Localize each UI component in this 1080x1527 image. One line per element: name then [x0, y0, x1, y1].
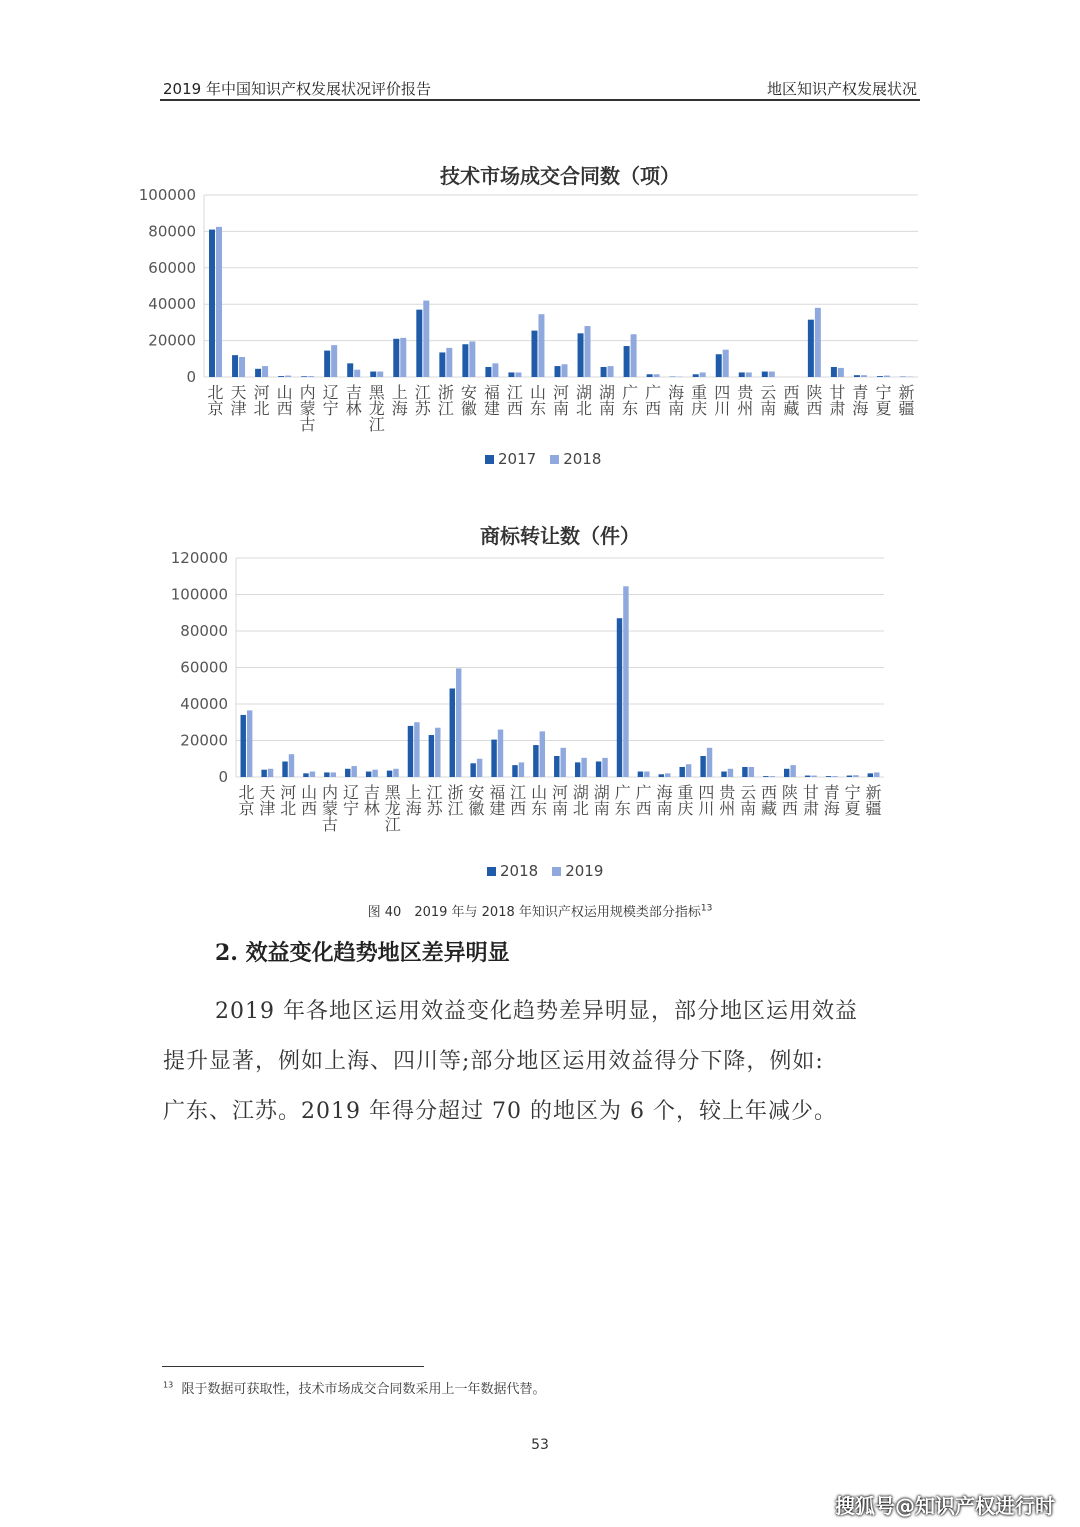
bar-2019-河南 — [561, 748, 566, 777]
x-tick-label: 建 — [489, 799, 506, 818]
x-tick-label: 上 — [405, 783, 422, 802]
x-tick-label: 北 — [238, 783, 255, 802]
bar-2019-上海 — [414, 722, 419, 777]
bar-2018-陕西 — [784, 769, 789, 777]
bar-2018-福建 — [492, 363, 498, 377]
bar-2017-湖南 — [601, 367, 607, 377]
bar-2018-宁夏 — [884, 376, 890, 377]
bar-2018-云南 — [769, 372, 775, 377]
bar-2019-四川 — [707, 748, 712, 777]
x-tick-label: 北 — [253, 399, 270, 418]
x-tick-label: 江 — [506, 383, 523, 402]
x-tick-label: 海 — [852, 399, 869, 418]
x-tick-label: 吉 — [345, 383, 362, 402]
legend-swatch — [485, 455, 494, 464]
x-tick-label: 州 — [737, 399, 754, 418]
bar-2018-宁夏 — [847, 776, 852, 777]
bar-2019-江苏 — [435, 728, 440, 777]
x-tick-label: 海 — [405, 799, 422, 818]
legend-swatch — [487, 867, 496, 876]
x-tick-label: 北 — [280, 799, 297, 818]
x-tick-label: 川 — [698, 799, 715, 818]
y-tick-label: 100000 — [138, 186, 196, 204]
bar-2019-广西 — [644, 772, 649, 777]
x-tick-label: 福 — [489, 783, 506, 802]
bar-2018-浙江 — [446, 348, 452, 377]
bar-2019-贵州 — [728, 769, 733, 777]
x-tick-label: 东 — [529, 399, 546, 418]
bar-2019-甘肃 — [811, 776, 816, 777]
x-tick-label: 林 — [345, 399, 362, 418]
bar-2018-山西 — [285, 376, 291, 377]
bar-2017-宁夏 — [877, 376, 883, 377]
bar-2018-天津 — [261, 770, 266, 777]
x-tick-label: 安 — [468, 783, 485, 802]
x-tick-label: 江 — [368, 415, 385, 434]
legend-label: 2018 — [563, 450, 602, 468]
chart1-legend-item-2018 — [550, 450, 601, 468]
bar-2018-湖北 — [575, 762, 580, 777]
bar-2018-广西 — [654, 374, 660, 377]
x-tick-label: 庆 — [691, 399, 708, 418]
x-tick-label: 京 — [238, 799, 255, 818]
bar-2017-河南 — [555, 366, 561, 377]
bar-2018-黑龙江 — [387, 771, 392, 777]
bar-2018-江苏 — [429, 735, 434, 777]
header-rule — [160, 99, 920, 101]
bar-2018-陕西 — [815, 308, 821, 377]
x-tick-label: 山 — [301, 783, 318, 802]
bar-2017-上海 — [393, 339, 399, 377]
bar-2019-湖北 — [581, 758, 586, 777]
figure-caption — [200, 901, 880, 920]
bar-2018-重庆 — [700, 372, 706, 377]
bar-2017-安徽 — [462, 344, 468, 377]
bar-2018-上海 — [400, 338, 406, 377]
chart2-legend — [487, 862, 603, 880]
x-tick-label: 津 — [230, 399, 247, 418]
bar-2019-浙江 — [456, 668, 461, 777]
x-tick-label: 天 — [259, 783, 276, 802]
bar-2019-重庆 — [686, 764, 691, 777]
x-tick-label: 安 — [460, 383, 477, 402]
bar-2019-北京 — [247, 710, 252, 777]
x-tick-label: 西 — [510, 799, 527, 818]
x-tick-label: 南 — [551, 799, 569, 818]
x-tick-label: 新 — [865, 783, 882, 802]
x-tick-label: 内 — [299, 383, 316, 402]
legend-swatch — [552, 867, 561, 876]
x-tick-label: 云 — [760, 383, 777, 402]
bar-2018-黑龙江 — [377, 372, 383, 377]
x-tick-label: 河 — [253, 383, 270, 402]
x-tick-label: 龙 — [368, 399, 385, 418]
x-tick-label: 庆 — [677, 799, 694, 818]
x-tick-label: 西 — [276, 399, 293, 418]
bar-2019-黑龙江 — [393, 769, 398, 777]
bar-2019-内蒙古 — [331, 772, 336, 777]
x-tick-label: 东 — [614, 799, 631, 818]
y-tick-label: 80000 — [148, 222, 196, 241]
legend-swatch — [550, 455, 559, 464]
bar-2018-河南 — [554, 756, 559, 777]
bar-2017-天津 — [232, 355, 238, 377]
x-tick-label: 河 — [551, 783, 569, 802]
x-tick-label: 辽 — [322, 383, 339, 402]
bar-2019-宁夏 — [853, 775, 858, 777]
footnote — [163, 1378, 545, 1397]
footnote-rule — [162, 1366, 424, 1367]
section-heading: 2. 效益变化趋势地区差异明显 — [215, 940, 510, 966]
bar-2018-天津 — [239, 357, 245, 377]
x-tick-label: 海 — [391, 399, 408, 418]
x-tick-label: 西 — [635, 799, 652, 818]
figure-caption-text: 图 40 2019 年与 2018 年知识产权运用规模类部分指标 — [367, 905, 701, 920]
bar-2018-广东 — [631, 334, 637, 377]
paragraph-line: 2019 年各地区运用效益变化趋势差异明显，部分地区运用效益 — [215, 999, 858, 1024]
x-tick-label: 四 — [714, 383, 731, 402]
bar-2018-吉林 — [366, 772, 371, 777]
page-number: 53 — [531, 1437, 549, 1453]
bar-2018-湖南 — [608, 366, 614, 377]
bar-2018-上海 — [408, 726, 413, 777]
bar-2018-云南 — [742, 767, 747, 777]
bar-2017-四川 — [716, 354, 722, 377]
bar-2017-浙江 — [439, 352, 445, 377]
bar-2017-陕西 — [808, 320, 814, 377]
x-tick-label: 黑 — [384, 783, 401, 802]
chart1-legend — [485, 450, 601, 468]
x-tick-label: 林 — [363, 799, 380, 818]
x-tick-label: 藏 — [761, 799, 778, 818]
bar-2018-贵州 — [721, 772, 726, 777]
x-tick-label: 上 — [391, 383, 408, 402]
x-tick-label: 陕 — [781, 783, 798, 802]
x-tick-label: 南 — [593, 799, 610, 818]
x-tick-label: 贵 — [737, 383, 754, 402]
bar-2017-甘肃 — [831, 367, 837, 377]
x-tick-label: 重 — [677, 783, 694, 802]
x-tick-label: 南 — [552, 399, 570, 418]
x-tick-label: 京 — [207, 399, 224, 418]
bar-2018-安徽 — [469, 342, 475, 377]
chart2-legend-item-2018 — [487, 862, 538, 880]
bar-2018-江西 — [512, 765, 517, 777]
x-tick-label: 肃 — [802, 799, 819, 818]
paragraph-line: 提升显著，例如上海、四川等;部分地区运用效益得分下降，例如: — [163, 1049, 824, 1074]
x-tick-label: 浙 — [437, 383, 454, 402]
bar-2017-青海 — [854, 375, 860, 377]
bar-2018-西藏 — [763, 776, 768, 777]
x-tick-label: 北 — [576, 399, 593, 418]
header-section-title: 地区知识产权发展状况 — [766, 80, 917, 98]
x-tick-label: 山 — [276, 383, 293, 402]
bar-2017-黑龙江 — [370, 372, 376, 377]
bar-2018-甘肃 — [838, 368, 844, 377]
bar-2019-青海 — [832, 776, 837, 777]
x-tick-label: 黑 — [368, 383, 385, 402]
x-tick-label: 西 — [761, 783, 778, 802]
x-tick-label: 广 — [622, 383, 639, 402]
x-tick-label: 海 — [656, 783, 673, 802]
bar-2018-贵州 — [746, 372, 752, 377]
x-tick-label: 云 — [740, 783, 757, 802]
x-tick-label: 辽 — [342, 783, 359, 802]
x-tick-label: 甘 — [829, 383, 846, 402]
paragraph-line: 广东、江苏。2019 年得分超过 70 的地区为 6 个，较上年减少。 — [163, 1099, 837, 1124]
chart1-legend-item-2017 — [485, 450, 536, 468]
bar-2019-山东 — [540, 731, 545, 777]
x-tick-label: 内 — [322, 783, 339, 802]
y-tick-label: 20000 — [148, 331, 196, 350]
x-tick-label: 甘 — [802, 783, 819, 802]
x-tick-label: 湖 — [599, 383, 616, 402]
x-tick-label: 南 — [760, 399, 777, 418]
x-tick-label: 苏 — [414, 399, 431, 418]
bar-2018-吉林 — [354, 370, 360, 377]
bar-2018-广西 — [638, 772, 643, 777]
bar-2018-河南 — [562, 364, 568, 377]
x-tick-label: 陕 — [806, 383, 823, 402]
bar-2019-海南 — [665, 773, 670, 777]
chart1-tech-market-contracts — [120, 180, 940, 450]
bar-2017-江西 — [508, 372, 514, 377]
bar-2018-江西 — [515, 372, 521, 377]
bar-2017-湖北 — [578, 333, 584, 377]
legend-label: 2018 — [500, 862, 539, 880]
x-tick-label: 江 — [384, 815, 401, 834]
bar-2019-西藏 — [770, 776, 775, 777]
bar-2017-河北 — [255, 369, 261, 377]
bar-2017-江苏 — [416, 310, 422, 377]
x-tick-label: 西 — [506, 399, 523, 418]
bar-2018-重庆 — [679, 767, 684, 777]
chart1-title: 技术市场成交合同数（项） — [440, 164, 680, 188]
bar-2019-江西 — [519, 762, 524, 777]
x-tick-label: 江 — [426, 783, 443, 802]
bar-2018-内蒙古 — [308, 376, 314, 377]
x-tick-label: 西 — [781, 799, 798, 818]
x-tick-label: 宁 — [322, 399, 339, 418]
bar-2019-吉林 — [372, 770, 377, 777]
bar-2017-辽宁 — [324, 351, 330, 377]
x-tick-label: 建 — [483, 399, 500, 418]
x-tick-label: 四 — [698, 783, 715, 802]
bar-2017-内蒙古 — [301, 376, 307, 377]
x-tick-label: 疆 — [898, 399, 915, 418]
bar-2017-广东 — [624, 346, 630, 377]
x-tick-label: 山 — [529, 383, 546, 402]
bar-2019-云南 — [749, 767, 754, 777]
x-tick-label: 徽 — [460, 399, 477, 418]
bar-2019-河北 — [289, 754, 294, 777]
x-tick-label: 疆 — [865, 799, 882, 818]
x-tick-label: 青 — [823, 783, 840, 802]
x-tick-label: 夏 — [844, 799, 861, 818]
watermark: 搜狐号@知识产权进行时 — [835, 1494, 1055, 1518]
bar-2018-辽宁 — [331, 345, 337, 377]
x-tick-label: 蒙 — [299, 399, 316, 418]
bar-2017-重庆 — [693, 374, 699, 377]
x-tick-label: 南 — [656, 799, 673, 818]
bar-2017-福建 — [485, 367, 491, 377]
x-tick-label: 龙 — [384, 799, 401, 818]
y-tick-label: 20000 — [180, 731, 228, 750]
legend-label: 2019 — [565, 862, 604, 880]
bar-2017-北京 — [209, 230, 215, 377]
x-tick-label: 东 — [531, 799, 548, 818]
bar-2018-河北 — [262, 366, 268, 377]
y-tick-label: 120000 — [170, 549, 228, 567]
x-tick-label: 古 — [322, 815, 339, 834]
x-tick-label: 宁 — [342, 799, 359, 818]
bar-2018-北京 — [241, 715, 246, 777]
bar-2018-浙江 — [450, 688, 455, 777]
x-tick-label: 南 — [740, 799, 757, 818]
y-tick-label: 60000 — [180, 658, 228, 677]
footnote-number: 13 — [163, 1380, 174, 1390]
x-tick-label: 蒙 — [322, 799, 339, 818]
x-tick-label: 山 — [531, 783, 548, 802]
bar-2018-四川 — [723, 350, 729, 377]
section-paragraph — [163, 987, 923, 1137]
x-tick-label: 广 — [635, 783, 652, 802]
x-tick-label: 西 — [806, 399, 823, 418]
x-tick-label: 海 — [823, 799, 840, 818]
x-tick-label: 古 — [299, 415, 316, 434]
x-tick-label: 青 — [852, 383, 869, 402]
bar-2019-山西 — [310, 772, 315, 777]
x-tick-label: 北 — [207, 383, 224, 402]
x-tick-label: 新 — [898, 383, 915, 402]
bar-2019-广东 — [623, 586, 628, 777]
x-tick-label: 北 — [572, 799, 589, 818]
x-tick-label: 南 — [668, 399, 685, 418]
bar-2019-安徽 — [477, 759, 482, 777]
y-tick-label: 40000 — [148, 295, 196, 314]
chart2-title: 商标转让数（件） — [480, 524, 640, 548]
bar-2018-安徽 — [470, 763, 475, 777]
x-tick-label: 福 — [483, 383, 500, 402]
x-tick-label: 川 — [714, 399, 731, 418]
x-tick-label: 南 — [599, 399, 616, 418]
x-tick-label: 江 — [510, 783, 527, 802]
bar-2018-甘肃 — [805, 776, 810, 777]
bar-2018-青海 — [861, 375, 867, 377]
x-tick-label: 津 — [259, 799, 276, 818]
bar-2018-北京 — [216, 227, 222, 377]
x-tick-label: 江 — [414, 383, 431, 402]
x-tick-label: 浙 — [447, 783, 464, 802]
x-tick-label: 藏 — [783, 399, 800, 418]
x-tick-label: 夏 — [875, 399, 892, 418]
y-tick-label: 80000 — [180, 622, 228, 640]
bar-2018-山东 — [533, 745, 538, 777]
bar-2017-云南 — [762, 372, 768, 377]
bar-2018-河北 — [282, 761, 287, 777]
header-report-title: 2019 年中国知识产权发展状况评价报告 — [163, 80, 431, 98]
x-tick-label: 西 — [645, 399, 662, 418]
bar-2019-湖南 — [602, 758, 607, 777]
bar-2018-福建 — [491, 740, 496, 777]
bar-2018-广东 — [617, 618, 622, 777]
x-tick-label: 湖 — [576, 383, 593, 402]
bar-2018-四川 — [700, 756, 705, 777]
bar-2018-海南 — [659, 774, 664, 777]
x-tick-label: 西 — [301, 799, 318, 818]
chart2-trademark-transfers — [150, 545, 910, 845]
bar-2018-内蒙古 — [324, 772, 329, 777]
y-tick-label: 100000 — [170, 585, 228, 604]
x-tick-label: 河 — [552, 383, 570, 402]
bar-2017-广西 — [647, 374, 653, 377]
bar-2017-山东 — [531, 331, 537, 377]
x-tick-label: 广 — [614, 783, 631, 802]
bar-2018-湖南 — [596, 761, 601, 777]
legend-label: 2017 — [498, 450, 537, 468]
x-tick-label: 广 — [645, 383, 662, 402]
bar-2019-天津 — [268, 769, 273, 777]
x-tick-label: 州 — [719, 799, 736, 818]
x-tick-label: 肃 — [829, 399, 846, 418]
bar-2018-辽宁 — [345, 769, 350, 777]
x-tick-label: 苏 — [426, 799, 443, 818]
x-tick-label: 江 — [437, 399, 454, 418]
x-tick-label: 西 — [783, 383, 800, 402]
bar-2019-陕西 — [790, 765, 795, 777]
y-tick-label: 40000 — [180, 695, 228, 713]
footnote-text: 限于数据可获取性，技术市场成交合同数采用上一年数据代替。 — [181, 1382, 546, 1397]
bar-2018-山东 — [538, 314, 544, 377]
chart2-legend-item-2019 — [552, 862, 603, 880]
x-tick-label: 湖 — [572, 783, 589, 802]
figure-caption-footnote-ref: 13 — [700, 903, 713, 914]
x-tick-label: 湖 — [593, 783, 610, 802]
bar-2018-湖北 — [585, 326, 591, 377]
x-tick-label: 徽 — [468, 799, 485, 818]
x-tick-label: 重 — [691, 383, 708, 402]
x-tick-label: 天 — [230, 383, 247, 402]
bar-2017-吉林 — [347, 363, 353, 377]
x-tick-label: 东 — [622, 399, 639, 418]
x-tick-label: 吉 — [363, 783, 380, 802]
y-tick-label: 60000 — [148, 258, 196, 277]
x-tick-label: 贵 — [719, 783, 736, 802]
bar-2019-新疆 — [874, 772, 879, 777]
x-tick-label: 宁 — [844, 783, 861, 802]
bar-2018-新疆 — [868, 773, 873, 777]
y-tick-label: 0 — [218, 768, 228, 786]
x-tick-label: 江 — [447, 799, 464, 818]
bar-2018-青海 — [826, 776, 831, 777]
y-tick-label: 0 — [186, 368, 196, 386]
bar-2017-山西 — [278, 376, 284, 377]
bar-2019-辽宁 — [351, 766, 356, 777]
x-tick-label: 河 — [280, 783, 297, 802]
x-tick-label: 海 — [668, 383, 685, 402]
bar-2017-贵州 — [739, 372, 745, 377]
x-tick-label: 宁 — [875, 383, 892, 402]
bar-2018-山西 — [303, 773, 308, 777]
bar-2019-福建 — [498, 730, 503, 777]
bar-2018-江苏 — [423, 301, 429, 377]
